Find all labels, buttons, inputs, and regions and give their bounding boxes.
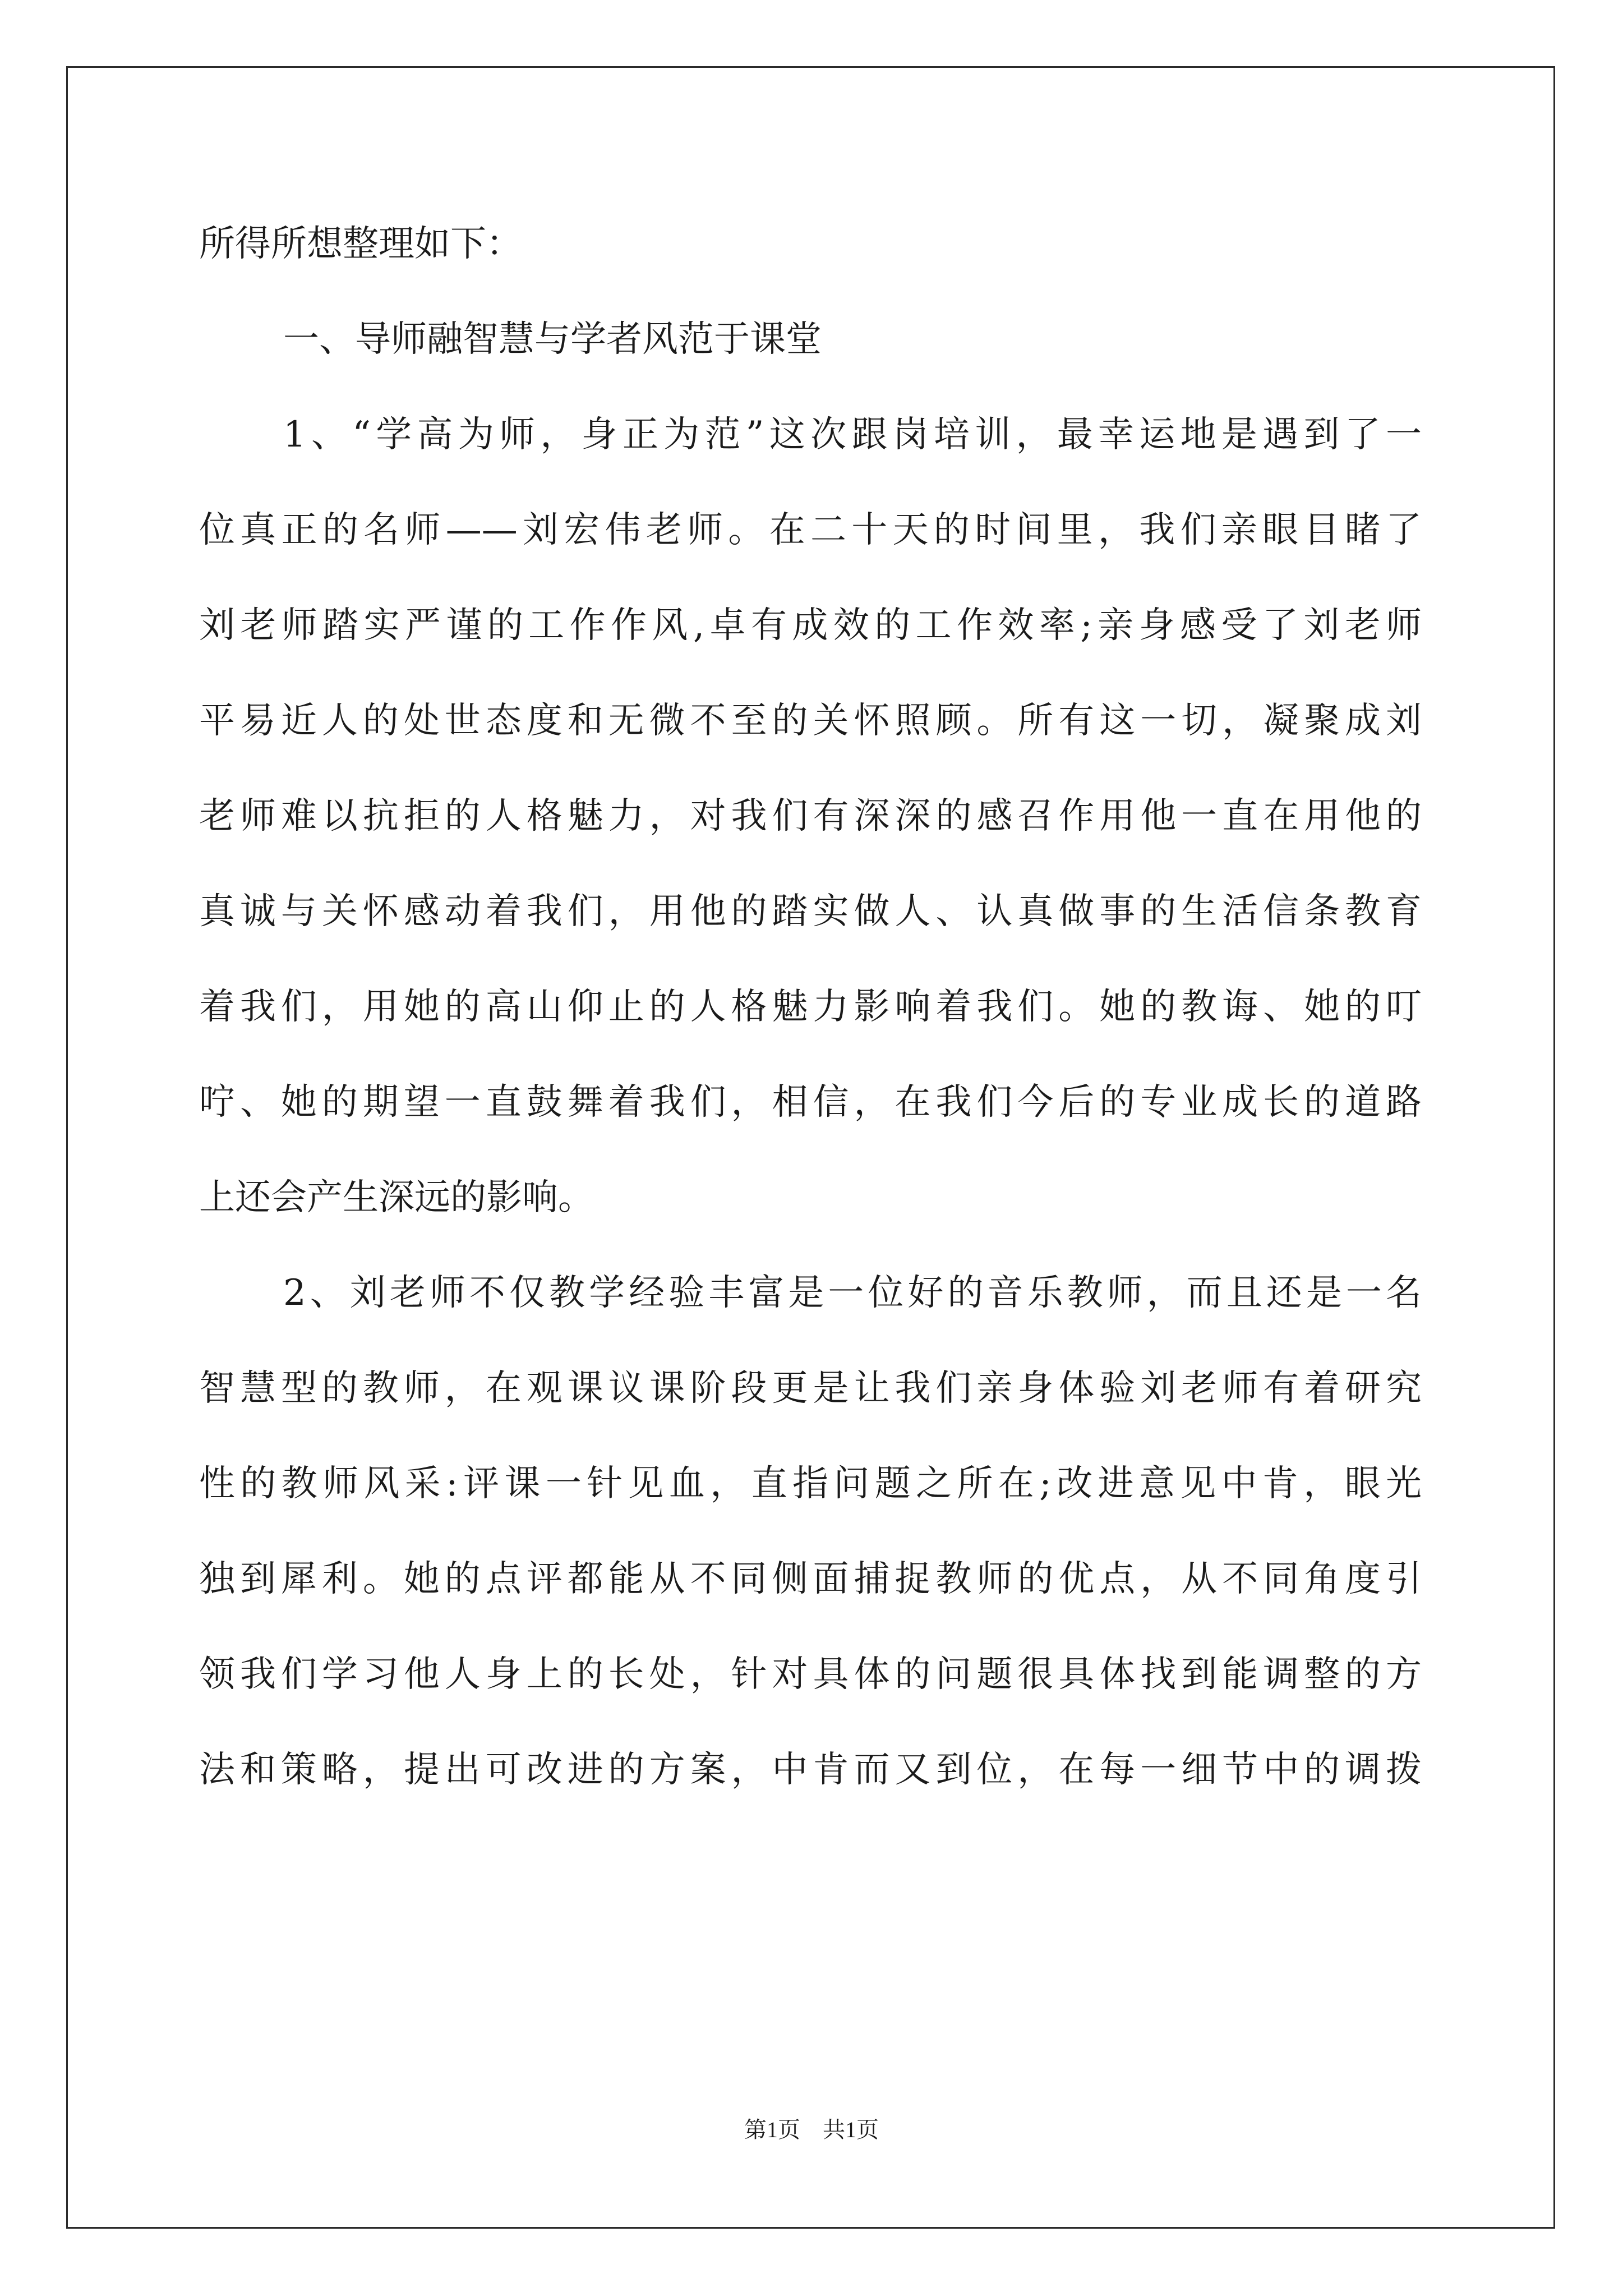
- text-line: 领我们学习他人身上的长处，针对具体的问题很具体找到能调整的方: [199, 1654, 1422, 1695]
- text-line: 老师难以抗拒的人格魅力，对我们有深深的感召作用他一直在用他的: [199, 795, 1422, 837]
- text-line: 上还会产生深远的影响。: [199, 1177, 594, 1218]
- text-line: 1、“学高为师，身正为范”这次跟岗培训，最幸运地是遇到了一: [283, 414, 1422, 455]
- section-heading: 一、导师融智慧与学者风范于课堂: [283, 319, 822, 360]
- text-line: 刘老师踏实严谨的工作作风,卓有成效的工作效率;亲身感受了刘老师: [199, 605, 1422, 646]
- text-line: 咛、她的期望一直鼓舞着我们，相信，在我们今后的专业成长的道路: [199, 1082, 1422, 1123]
- text-line: 平易近人的处世态度和无微不至的关怀照顾。所有这一切，凝聚成刘: [199, 700, 1422, 742]
- text-line: 着我们，用她的高山仰止的人格魅力影响着我们。她的教诲、她的叮: [199, 986, 1422, 1028]
- text-line: 位真正的名师——刘宏伟老师。在二十天的时间里，我们亲眼目睹了: [199, 509, 1422, 551]
- page-footer: 第1页 共1页: [744, 2117, 879, 2142]
- text-line: 智慧型的教师，在观课议课阶段更是让我们亲身体验刘老师有着研究: [199, 1368, 1422, 1409]
- text-line: 独到犀利。她的点评都能从不同侧面捕捉教师的优点，从不同角度引: [199, 1558, 1422, 1600]
- text-line: 2、刘老师不仅教学经验丰富是一位好的音乐教师，而且还是一名: [283, 1272, 1422, 1314]
- text-line: 所得所想整理如下：: [199, 223, 522, 265]
- text-line: 性的教师风采:评课一针见血，直指问题之所在;改进意见中肯，眼光: [199, 1463, 1422, 1504]
- text-line: 法和策略，提出可改进的方案，中肯而又到位，在每一细节中的调拨: [199, 1749, 1422, 1791]
- document-body: [199, 213, 1422, 1834]
- text-line: 真诚与关怀感动着我们，用他的踏实做人、认真做事的生活信条教育: [199, 891, 1422, 932]
